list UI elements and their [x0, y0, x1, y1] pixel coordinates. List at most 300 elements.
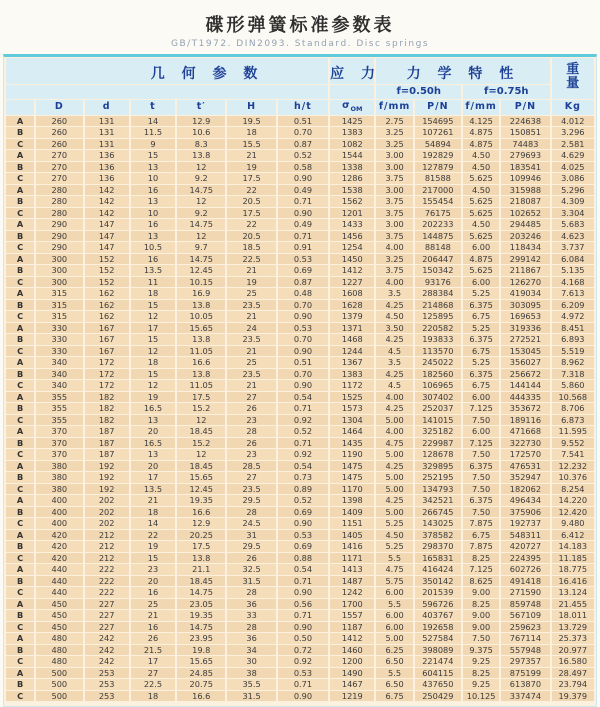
value-cell: 342521 — [415, 495, 461, 506]
value-cell: 3.296 — [552, 127, 594, 138]
table-row — [6, 530, 594, 541]
series-cell: B — [6, 403, 34, 414]
series-cell: A — [6, 599, 34, 610]
value-cell: 13 — [131, 449, 175, 460]
value-cell: 270 — [36, 173, 82, 184]
value-cell: 182 — [85, 403, 129, 414]
value-cell: 155454 — [415, 196, 461, 207]
value-cell: 10.125 — [463, 691, 499, 702]
value-cell: 172570 — [501, 449, 549, 460]
value-cell: 7.125 — [463, 438, 499, 449]
value-cell: 144144 — [501, 380, 549, 391]
value-cell: 315 — [36, 288, 82, 299]
value-cell: 16.580 — [552, 656, 594, 667]
value-cell: 0.90 — [278, 173, 328, 184]
col-f-mm-075: f/mm — [465, 100, 497, 112]
value-cell: 1398 — [330, 495, 374, 506]
header-group-row — [6, 58, 594, 84]
value-cell: 290 — [36, 219, 82, 230]
series-cell: B — [6, 679, 34, 690]
value-cell: 167 — [85, 346, 129, 357]
value-cell: 0.71 — [278, 610, 328, 621]
series-cell: A — [6, 668, 34, 679]
value-cell: 0.54 — [278, 564, 328, 575]
value-cell: 1244 — [330, 346, 374, 357]
series-cell: A — [6, 254, 34, 265]
parameter-table — [4, 57, 596, 702]
value-cell: 1304 — [330, 415, 374, 426]
value-cell: 9.00 — [463, 587, 499, 598]
value-cell: 1456 — [330, 231, 374, 242]
value-cell: 131 — [85, 127, 129, 138]
value-cell: 13.8 — [177, 334, 225, 345]
value-cell: 11.185 — [552, 553, 594, 564]
value-cell: 15.65 — [177, 323, 225, 334]
value-cell: 0.89 — [278, 484, 328, 495]
value-cell: 370 — [36, 438, 82, 449]
value-cell: 192 — [85, 461, 129, 472]
value-cell: 3.5 — [376, 357, 412, 368]
value-cell: 1475 — [330, 472, 374, 483]
value-cell: 22.5 — [227, 254, 275, 265]
value-cell: 126270 — [501, 277, 549, 288]
title-block — [0, 0, 600, 54]
value-cell: 4.25 — [376, 461, 412, 472]
value-cell: 0.71 — [278, 679, 328, 690]
table-row — [6, 380, 594, 391]
value-cell: 471668 — [501, 426, 549, 437]
value-cell: 14 — [131, 518, 175, 529]
value-cell: 5.00 — [376, 449, 412, 460]
value-cell: 288384 — [415, 288, 461, 299]
value-cell: 4.75 — [376, 564, 412, 575]
value-cell: 0.71 — [278, 438, 328, 449]
value-cell: 212 — [85, 541, 129, 552]
value-cell: 20.25 — [177, 530, 225, 541]
value-cell: 1573 — [330, 403, 374, 414]
value-cell: 0.71 — [278, 576, 328, 587]
value-cell: 9.552 — [552, 438, 594, 449]
value-cell: 172 — [85, 357, 129, 368]
value-cell: 12 — [177, 449, 225, 460]
value-cell: 1412 — [330, 265, 374, 276]
value-cell: 6.375 — [463, 369, 499, 380]
series-cell: B — [6, 162, 34, 173]
value-cell: 767114 — [501, 633, 549, 644]
value-cell: 6.75 — [463, 311, 499, 322]
value-cell: 5.25 — [376, 518, 412, 529]
table-row — [6, 426, 594, 437]
series-cell: A — [6, 116, 34, 127]
value-cell: 17 — [131, 472, 175, 483]
col-t-prime: t′ — [196, 100, 206, 112]
series-cell: C — [6, 242, 34, 253]
value-cell: 147 — [85, 219, 129, 230]
value-cell: 24.85 — [177, 668, 225, 679]
value-cell: 4.25 — [376, 495, 412, 506]
value-cell: 337474 — [501, 691, 549, 702]
value-cell: 12 — [177, 162, 225, 173]
col-series — [6, 100, 34, 115]
value-cell: 18.775 — [552, 564, 594, 575]
col-kg: Kg — [564, 100, 581, 112]
value-cell: 5.25 — [376, 541, 412, 552]
value-cell: 1416 — [330, 541, 374, 552]
value-cell: 4.00 — [376, 242, 412, 253]
table-row — [6, 633, 594, 644]
value-cell: 1412 — [330, 633, 374, 644]
value-cell: 187 — [85, 426, 129, 437]
value-cell: 307402 — [415, 392, 461, 403]
value-cell: 5.625 — [463, 196, 499, 207]
value-cell: 162 — [85, 311, 129, 322]
table-row — [6, 300, 594, 311]
value-cell: 81588 — [415, 173, 461, 184]
value-cell: 192829 — [415, 150, 461, 161]
value-cell: 6.00 — [463, 392, 499, 403]
table-row — [6, 495, 594, 506]
value-cell: 4.309 — [552, 196, 594, 207]
table-row — [6, 288, 594, 299]
value-cell: 22 — [227, 219, 275, 230]
value-cell: 280 — [36, 208, 82, 219]
value-cell: 17.5 — [177, 392, 225, 403]
value-cell: 1151 — [330, 518, 374, 529]
value-cell: 165831 — [415, 553, 461, 564]
value-cell: 23.5 — [227, 484, 275, 495]
value-cell: 9.375 — [463, 645, 499, 656]
value-cell: 13.8 — [177, 369, 225, 380]
value-cell: 214868 — [415, 300, 461, 311]
value-cell: 10 — [131, 208, 175, 219]
value-cell: 4.972 — [552, 311, 594, 322]
value-cell: 12.45 — [177, 265, 225, 276]
value-cell: 11.05 — [177, 380, 225, 391]
value-cell: 0.53 — [278, 668, 328, 679]
value-cell: 2.581 — [552, 139, 594, 150]
value-cell: 380 — [36, 472, 82, 483]
value-cell: 1201 — [330, 208, 374, 219]
value-cell: 6.75 — [463, 530, 499, 541]
series-cell: B — [6, 127, 34, 138]
table-row — [6, 645, 594, 656]
value-cell: 527584 — [415, 633, 461, 644]
table-row — [6, 357, 594, 368]
value-cell: 147 — [85, 231, 129, 242]
value-cell: 356027 — [501, 357, 549, 368]
value-cell: 480 — [36, 645, 82, 656]
value-cell: 19.35 — [177, 610, 225, 621]
value-cell: 300 — [36, 277, 82, 288]
table-row — [6, 116, 594, 127]
value-cell: 4.00 — [376, 277, 412, 288]
value-cell: 217000 — [415, 185, 461, 196]
table-row — [6, 185, 594, 196]
value-cell: 29.5 — [227, 541, 275, 552]
value-cell: 340 — [36, 380, 82, 391]
value-cell: 20.75 — [177, 679, 225, 690]
value-cell: 400 — [36, 507, 82, 518]
value-cell: 300 — [36, 254, 82, 265]
value-cell: 15.2 — [177, 438, 225, 449]
value-cell: 6.412 — [552, 530, 594, 541]
value-cell: 192 — [85, 484, 129, 495]
table-row — [6, 392, 594, 403]
value-cell: 7.318 — [552, 369, 594, 380]
value-cell: 8.25 — [463, 668, 499, 679]
value-cell: 6.00 — [463, 242, 499, 253]
value-cell: 8.962 — [552, 357, 594, 368]
value-cell: 1450 — [330, 254, 374, 265]
value-cell: 20 — [131, 426, 175, 437]
value-cell: 131 — [85, 116, 129, 127]
value-cell: 1371 — [330, 323, 374, 334]
col-d: d — [102, 100, 111, 112]
value-cell: 19.35 — [177, 495, 225, 506]
value-cell: 128678 — [415, 449, 461, 460]
value-cell: 14.220 — [552, 495, 594, 506]
value-cell: 4.875 — [463, 254, 499, 265]
value-cell: 18 — [131, 507, 175, 518]
value-cell: 6.50 — [376, 679, 412, 690]
value-cell: 21 — [227, 346, 275, 357]
value-cell: 0.71 — [278, 196, 328, 207]
value-cell: 567109 — [501, 610, 549, 621]
value-cell: 17.5 — [177, 541, 225, 552]
table-row — [6, 587, 594, 598]
value-cell: 10.5 — [131, 242, 175, 253]
value-cell: 107261 — [415, 127, 461, 138]
value-cell: 4.50 — [463, 185, 499, 196]
value-cell: 21 — [227, 311, 275, 322]
value-cell: 0.91 — [278, 242, 328, 253]
value-cell: 7.125 — [463, 403, 499, 414]
value-cell: 11.595 — [552, 426, 594, 437]
value-cell: 28 — [227, 426, 275, 437]
value-cell: 0.53 — [278, 323, 328, 334]
value-cell: 12 — [131, 311, 175, 322]
value-cell: 5.00 — [376, 415, 412, 426]
value-cell: 1190 — [330, 449, 374, 460]
value-cell: 420 — [36, 541, 82, 552]
value-cell: 22.5 — [131, 679, 175, 690]
value-cell: 227 — [85, 610, 129, 621]
value-cell: 3.50 — [376, 323, 412, 334]
value-cell: 24 — [227, 323, 275, 334]
value-cell: 375906 — [501, 507, 549, 518]
value-cell: 212 — [85, 553, 129, 564]
value-cell: 1367 — [330, 357, 374, 368]
value-cell: 4.25 — [376, 300, 412, 311]
table-row — [6, 219, 594, 230]
value-cell: 10.15 — [177, 277, 225, 288]
table-row — [6, 656, 594, 667]
value-cell: 8.451 — [552, 323, 594, 334]
series-cell: A — [6, 392, 34, 403]
value-cell: 147 — [85, 242, 129, 253]
value-cell: 16.6 — [177, 357, 225, 368]
value-cell: 23 — [227, 449, 275, 460]
value-cell: 74483 — [501, 139, 549, 150]
value-cell: 1538 — [330, 185, 374, 196]
value-cell: 23 — [131, 564, 175, 575]
value-cell: 30 — [227, 656, 275, 667]
value-cell: 7.50 — [463, 484, 499, 495]
value-cell: 28.497 — [552, 668, 594, 679]
series-cell: A — [6, 426, 34, 437]
value-cell: 20.5 — [227, 196, 275, 207]
value-cell: 1468 — [330, 334, 374, 345]
value-cell: 6.75 — [463, 346, 499, 357]
value-cell: 297357 — [501, 656, 549, 667]
value-cell: 8.706 — [552, 403, 594, 414]
value-cell: 3.00 — [376, 162, 412, 173]
value-cell: 20 — [131, 576, 175, 587]
value-cell: 8.625 — [463, 576, 499, 587]
value-cell: 12 — [177, 196, 225, 207]
table-row — [6, 599, 594, 610]
value-cell: 3.00 — [376, 219, 412, 230]
value-cell: 1464 — [330, 426, 374, 437]
table-row — [6, 668, 594, 679]
value-cell: 7.875 — [463, 518, 499, 529]
series-cell: B — [6, 196, 34, 207]
value-cell: 330 — [36, 334, 82, 345]
value-cell: 0.90 — [278, 587, 328, 598]
value-cell: 245022 — [415, 357, 461, 368]
value-cell: 1487 — [330, 576, 374, 587]
value-cell: 1557 — [330, 610, 374, 621]
value-cell: 280 — [36, 196, 82, 207]
value-cell: 353672 — [501, 403, 549, 414]
value-cell: 4.623 — [552, 231, 594, 242]
value-cell: 88148 — [415, 242, 461, 253]
value-cell: 8.254 — [552, 484, 594, 495]
value-cell: 136 — [85, 173, 129, 184]
value-cell: 10 — [131, 173, 175, 184]
value-cell: 1413 — [330, 564, 374, 575]
value-cell: 142 — [85, 196, 129, 207]
table-row — [6, 518, 594, 529]
col-p-n-075: P/N — [514, 100, 537, 112]
header-columns-row — [6, 100, 594, 115]
value-cell: 18 — [227, 127, 275, 138]
value-cell: 38 — [227, 668, 275, 679]
value-cell: 340 — [36, 357, 82, 368]
value-cell: 14.75 — [177, 622, 225, 633]
value-cell: 403767 — [415, 610, 461, 621]
value-cell: 315 — [36, 300, 82, 311]
value-cell: 1227 — [330, 277, 374, 288]
value-cell: 0.52 — [278, 426, 328, 437]
value-cell: 16.5 — [131, 438, 175, 449]
value-cell: 16 — [131, 219, 175, 230]
value-cell: 1242 — [330, 587, 374, 598]
value-cell: 5.25 — [463, 323, 499, 334]
value-cell: 202 — [85, 518, 129, 529]
value-cell: 21 — [131, 610, 175, 621]
value-cell: 154695 — [415, 116, 461, 127]
value-cell: 20.977 — [552, 645, 594, 656]
value-cell: 242 — [85, 633, 129, 644]
header-spacer — [330, 85, 374, 99]
table-row — [6, 242, 594, 253]
value-cell: 0.90 — [278, 380, 328, 391]
value-cell: 23 — [227, 415, 275, 426]
value-cell: 330 — [36, 323, 82, 334]
value-cell: 252037 — [415, 403, 461, 414]
header-spacer — [6, 85, 328, 99]
value-cell: 5.25 — [463, 288, 499, 299]
value-cell: 12.232 — [552, 461, 594, 472]
value-cell: 76175 — [415, 208, 461, 219]
value-cell: 25 — [131, 599, 175, 610]
value-cell: 1082 — [330, 139, 374, 150]
value-cell: 13.5 — [131, 484, 175, 495]
value-cell: 150851 — [501, 127, 549, 138]
col-p-n-050: P/N — [427, 100, 449, 112]
value-cell: 548311 — [501, 530, 549, 541]
value-cell: 5.00 — [376, 472, 412, 483]
value-cell: 13.5 — [131, 265, 175, 276]
value-cell: 4.012 — [552, 116, 594, 127]
value-cell: 32.5 — [227, 564, 275, 575]
value-cell: 152 — [85, 254, 129, 265]
value-cell: 420 — [36, 553, 82, 564]
value-cell: 242 — [85, 645, 129, 656]
value-cell: 1219 — [330, 691, 374, 702]
value-cell: 10.05 — [177, 311, 225, 322]
value-cell: 440 — [36, 564, 82, 575]
value-cell: 557948 — [501, 645, 549, 656]
value-cell: 127879 — [415, 162, 461, 173]
value-cell: 0.49 — [278, 219, 328, 230]
value-cell: 28 — [227, 622, 275, 633]
value-cell: 7.50 — [463, 415, 499, 426]
value-cell: 14.75 — [177, 185, 225, 196]
value-cell: 6.084 — [552, 254, 594, 265]
value-cell: 134793 — [415, 484, 461, 495]
value-cell: 15 — [131, 150, 175, 161]
col-t: t — [150, 100, 156, 112]
value-cell: 0.90 — [278, 622, 328, 633]
value-cell: 419034 — [501, 288, 549, 299]
value-cell: 4.25 — [376, 334, 412, 345]
value-cell: 172 — [85, 369, 129, 380]
table-row — [6, 346, 594, 357]
value-cell: 21.5 — [131, 645, 175, 656]
value-cell: 315 — [36, 311, 82, 322]
value-cell: 450 — [36, 622, 82, 633]
value-cell: 260 — [36, 127, 82, 138]
value-cell: 202 — [85, 507, 129, 518]
series-cell: C — [6, 208, 34, 219]
series-cell: B — [6, 576, 34, 587]
value-cell: 35.5 — [227, 679, 275, 690]
value-cell: 6.375 — [463, 300, 499, 311]
value-cell: 6.375 — [463, 495, 499, 506]
series-cell: C — [6, 691, 34, 702]
table-row — [6, 622, 594, 633]
value-cell: 7.50 — [463, 507, 499, 518]
value-cell: 352947 — [501, 472, 549, 483]
value-cell: 203246 — [501, 231, 549, 242]
value-cell: 1433 — [330, 219, 374, 230]
value-cell: 299142 — [501, 254, 549, 265]
value-cell: 0.92 — [278, 415, 328, 426]
series-cell: C — [6, 449, 34, 460]
value-cell: 222 — [85, 576, 129, 587]
